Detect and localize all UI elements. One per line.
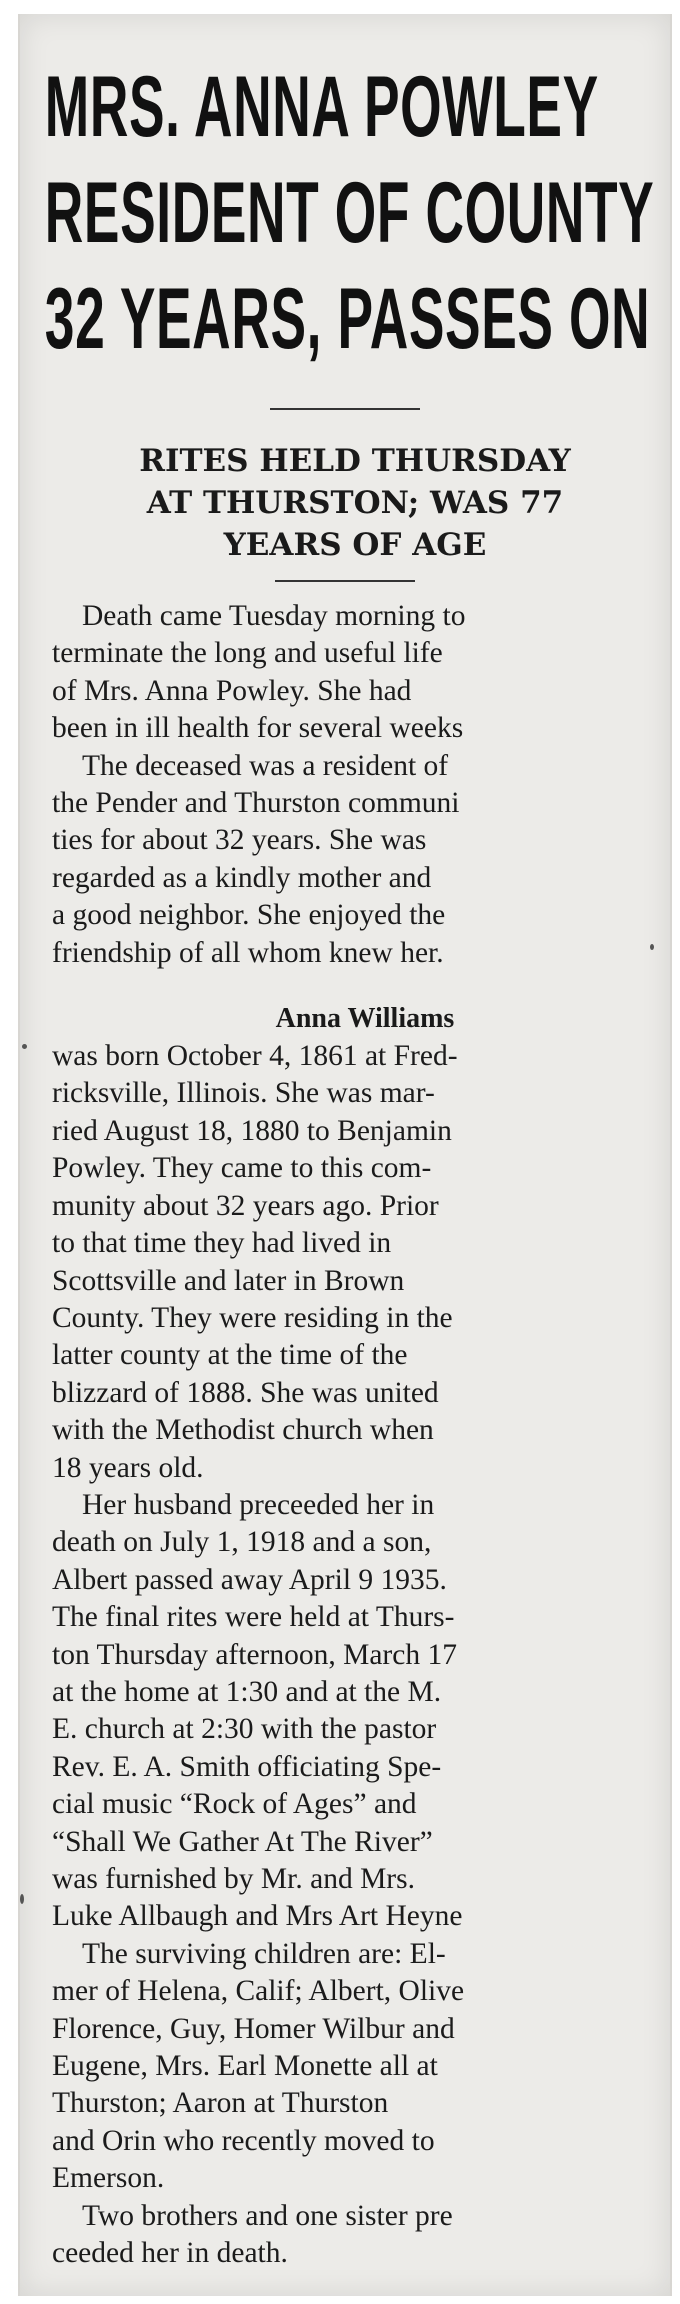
text-line: The surviving children are: El- — [82, 1937, 446, 1970]
headline — [20, 14, 672, 372]
text-line: been in ill health for several weeks — [52, 712, 464, 745]
text-line: of Mrs. Anna Powley. She had — [52, 674, 412, 707]
text-line: The deceased was a resident of — [82, 749, 449, 782]
text-line: munity about 32 years ago. Prior — [52, 1189, 439, 1222]
text-line: Thurston; Aaron at Thurston — [52, 2087, 389, 2120]
subhead-line-1: RITES HELD THURSDAY — [139, 443, 571, 479]
text-line: Luke Allbaugh and Mrs Art Heyne — [52, 1900, 463, 1933]
print-speck — [22, 1044, 27, 1049]
text-line: ceeded her in death. — [52, 2237, 288, 2270]
text-line: friendship of all whom knew her. — [52, 936, 444, 969]
text-line: 18 years old. — [52, 1451, 204, 1484]
intro-paragraphs — [20, 598, 670, 972]
text-line: death on July 1, 1918 and a son, — [52, 1526, 432, 1559]
text-line: blizzard of 1888. She was united — [52, 1376, 439, 1409]
text-line: Her husband preceeded her in — [82, 1488, 435, 1521]
text-line: at the home at 1:30 and at the M. — [52, 1675, 442, 1708]
text-line: the Pender and Thurston communi — [52, 787, 460, 820]
print-speck — [20, 1894, 24, 1904]
text-line: and Orin who recently moved to — [52, 2124, 435, 2157]
text-line: ried August 18, 1880 to Benjamin — [52, 1114, 452, 1147]
text-line: Emerson. — [52, 2162, 165, 2195]
text-line: Rev. E. A. Smith officiating Spe- — [52, 1750, 442, 1783]
text-line: Scottsville and later in Brown — [52, 1264, 405, 1297]
section-heading: Anna Williams — [275, 1003, 455, 1035]
text-line: The final rites were held at Thurs- — [52, 1601, 455, 1634]
text-line: cial music “Rock of Ages” and — [52, 1788, 417, 1821]
text-line: “Shall We Gather At The River” — [52, 1825, 433, 1858]
text-line: Florence, Guy, Homer Wilbur and — [52, 2012, 455, 2045]
text-line: Powley. They came to this com- — [52, 1152, 432, 1185]
text-line: terminate the long and useful life — [52, 637, 443, 670]
text-line: Two brothers and one sister pre — [82, 2199, 453, 2232]
divider-top — [270, 408, 420, 410]
headline-line-3: 32 YEARS, PASSES ON — [44, 271, 651, 367]
headline-line-2: RESIDENT OF COUNTY — [44, 165, 655, 261]
text-line: with the Methodist church when — [52, 1414, 434, 1447]
text-line: ton Thursday afternoon, March 17 — [52, 1638, 457, 1671]
biography-paragraphs — [20, 1038, 670, 2272]
headline-line-1: MRS. ANNA POWLEY — [44, 59, 599, 155]
subhead-line-3: YEARS OF AGE — [223, 527, 487, 563]
text-line: regarded as a kindly mother and — [52, 861, 432, 894]
text-line: mer of Helena, Calif; Albert, Olive — [52, 1975, 465, 2008]
text-line: to that time they had lived in — [52, 1227, 392, 1260]
print-speck — [650, 944, 654, 950]
newspaper-clipping — [18, 14, 672, 2296]
divider-middle — [275, 580, 415, 582]
text-line: was born October 4, 1861 at Fred- — [52, 1040, 458, 1073]
text-line: was furnished by Mr. and Mrs. — [52, 1863, 415, 1895]
text-line: County. They were residing in the — [52, 1301, 453, 1334]
text-line: Death came Tuesday morning to — [82, 600, 466, 632]
text-line: E. church at 2:30 with the pastor — [52, 1713, 437, 1746]
text-line: ricksville, Illinois. She was mar- — [52, 1077, 435, 1110]
text-line: Albert passed away April 9 1935. — [52, 1563, 447, 1596]
text-line: latter county at the time of the — [52, 1339, 408, 1372]
subhead-line-2: AT THURSTON; WAS 77 — [146, 485, 564, 521]
subheadline — [50, 440, 660, 566]
text-line: a good neighbor. She enjoyed the — [52, 899, 446, 932]
text-line: ties for about 32 years. She was — [52, 824, 427, 857]
text-line: Eugene, Mrs. Earl Monette all at — [52, 2050, 438, 2083]
